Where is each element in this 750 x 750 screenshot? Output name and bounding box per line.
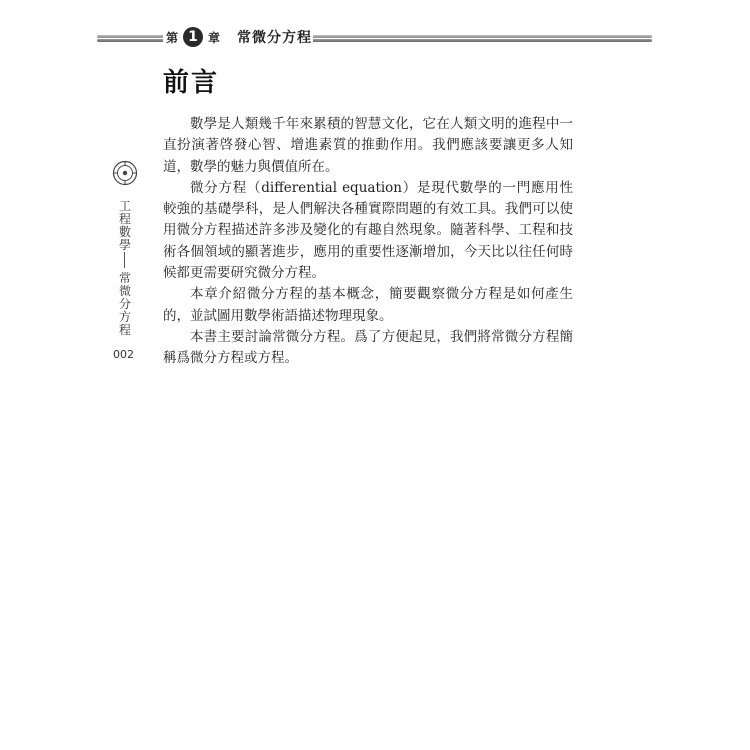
sidebar-book-title: 工程數學: [118, 199, 131, 252]
chapter-title: 常微分方程: [237, 30, 313, 46]
paragraph: 本章介紹微分方程的基本概念，簡要觀察微分方程是如何產生的，並試圖用數學術語描述物理現象。: [163, 286, 573, 324]
chapter-prefix: 第: [166, 30, 179, 45]
paragraph: 本書主要討論常微分方程。爲了方便起見，我們將常微分方程簡稱爲微分方程或方程。: [163, 328, 573, 367]
chapter-number-badge: 1: [183, 27, 203, 47]
gear-icon: [112, 160, 138, 186]
paragraph: 數學是人類幾千年來累積的智慧文化，它在人類文明的進程中一直扮演著啓發心智、增進素質的推動作用。我們應該要讓更多人知道，數學的魅力與價值所在。: [163, 116, 573, 175]
page-number: 002: [113, 348, 134, 361]
chapter-suffix: 章: [208, 30, 221, 45]
body-text: [163, 114, 573, 370]
chapter-header: [163, 26, 313, 48]
paragraph: 微分方程（differential equation）是現代數學的一門應用性較強的基礎學科，是人們解決各種實際問題的有效工具。我們可以使用微分方程描述許多涉及變化的有趣自然現象。隨著科學、工程和技術各個領域的顯著進步，應用的重要性逐漸增加，今天比以往任何時候都更需要研究微分方程。: [163, 179, 573, 282]
sidebar-divider: [124, 252, 125, 268]
page-title: 前言: [163, 68, 220, 98]
sidebar-chapter-title: 常微分方程: [118, 271, 131, 337]
